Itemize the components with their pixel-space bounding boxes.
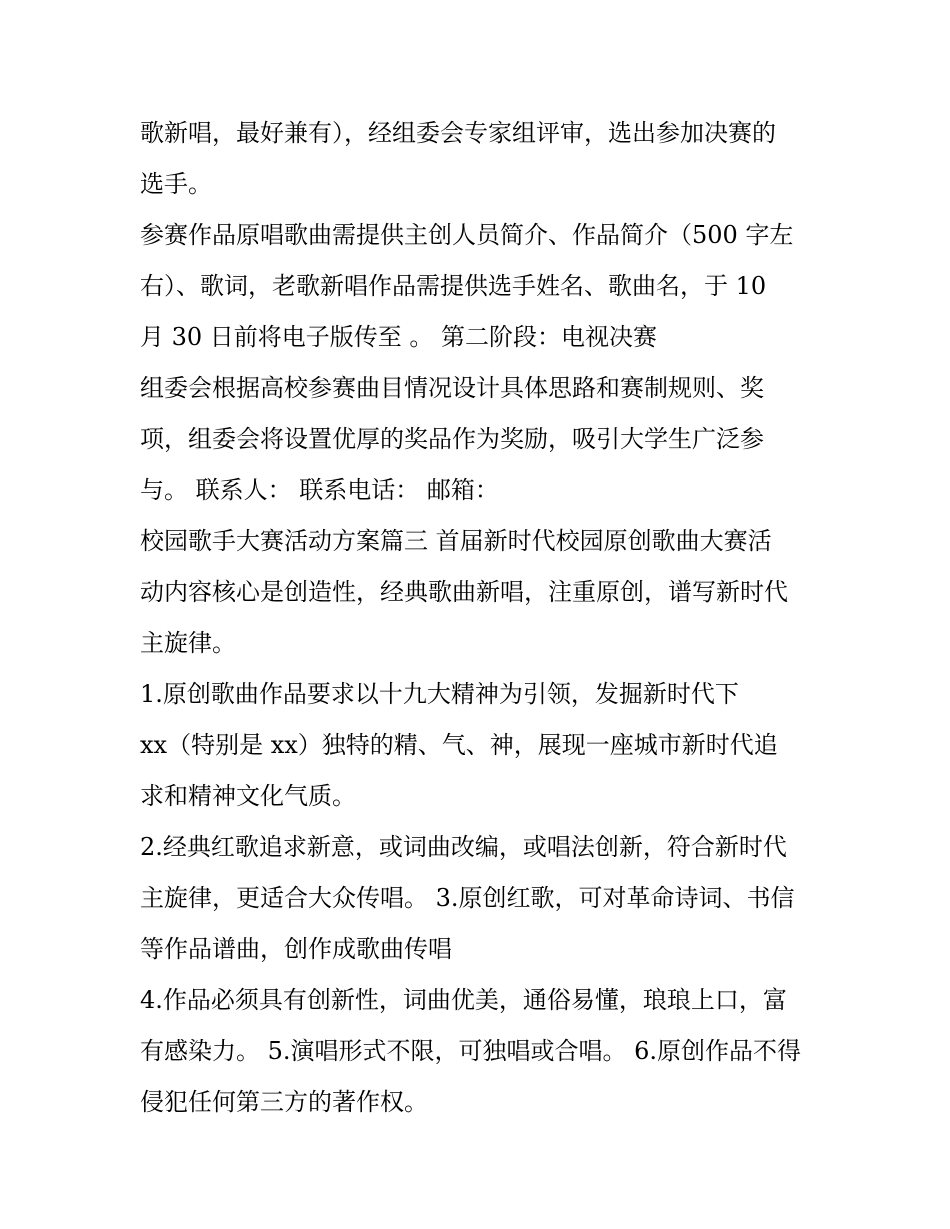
text-line: 歌新唱，最好兼有），经组委会专家组评审，选出参加决赛的: [140, 119, 776, 147]
text-line: 组委会根据高校参赛曲目情况设计具体思路和赛制规则、奖: [140, 374, 764, 402]
text-line: 项，组委会将设置优厚的奖品作为奖励，吸引大学生广泛参: [140, 425, 764, 453]
text-line: 等作品谱曲，创作成歌曲传唱: [140, 935, 452, 963]
text-line: 侵犯任何第三方的著作权。: [140, 1088, 428, 1116]
text-line: 参赛作品原唱歌曲需提供主创人员简介、作品简介（500 字左: [140, 221, 794, 249]
text-line: 1.原创歌曲作品要求以十九大精神为引领，发掘新时代下: [140, 680, 739, 708]
text-line: 月 30 日前将电子版传至 。 第二阶段：电视决赛: [140, 323, 658, 351]
text-line: 动内容核心是创造性，经典歌曲新唱，注重原创，谱写新时代: [140, 578, 788, 606]
text-line: 校园歌手大赛活动方案篇三 首届新时代校园原创歌曲大赛活: [140, 527, 772, 555]
text-line: 2.经典红歌追求新意，或词曲改编，或唱法创新，符合新时代: [140, 833, 787, 861]
text-line: xx（特别是 xx）独特的精、气、神，展现一座城市新时代追: [140, 731, 778, 759]
text-line: 选手。: [140, 170, 212, 198]
text-line: 主旋律，更适合大众传唱。 3.原创红歌，可对革命诗词、书信: [140, 884, 795, 912]
text-line: 右）、歌词，老歌新唱作品需提供选手姓名、歌曲名，于 10: [140, 272, 767, 300]
text-line: 有感染力。 5.演唱形式不限，可独唱或合唱。 6.原创作品不得: [140, 1037, 802, 1065]
text-line: 主旋律。: [140, 629, 236, 657]
text-line: 与。 联系人： 联系电话： 邮箱：: [140, 476, 499, 504]
document-body: [140, 108, 820, 1128]
text-line: 求和精神文化气质。: [140, 782, 356, 810]
text-line: 4.作品必须具有创新性，词曲优美，通俗易懂，琅琅上口，富: [140, 986, 787, 1014]
